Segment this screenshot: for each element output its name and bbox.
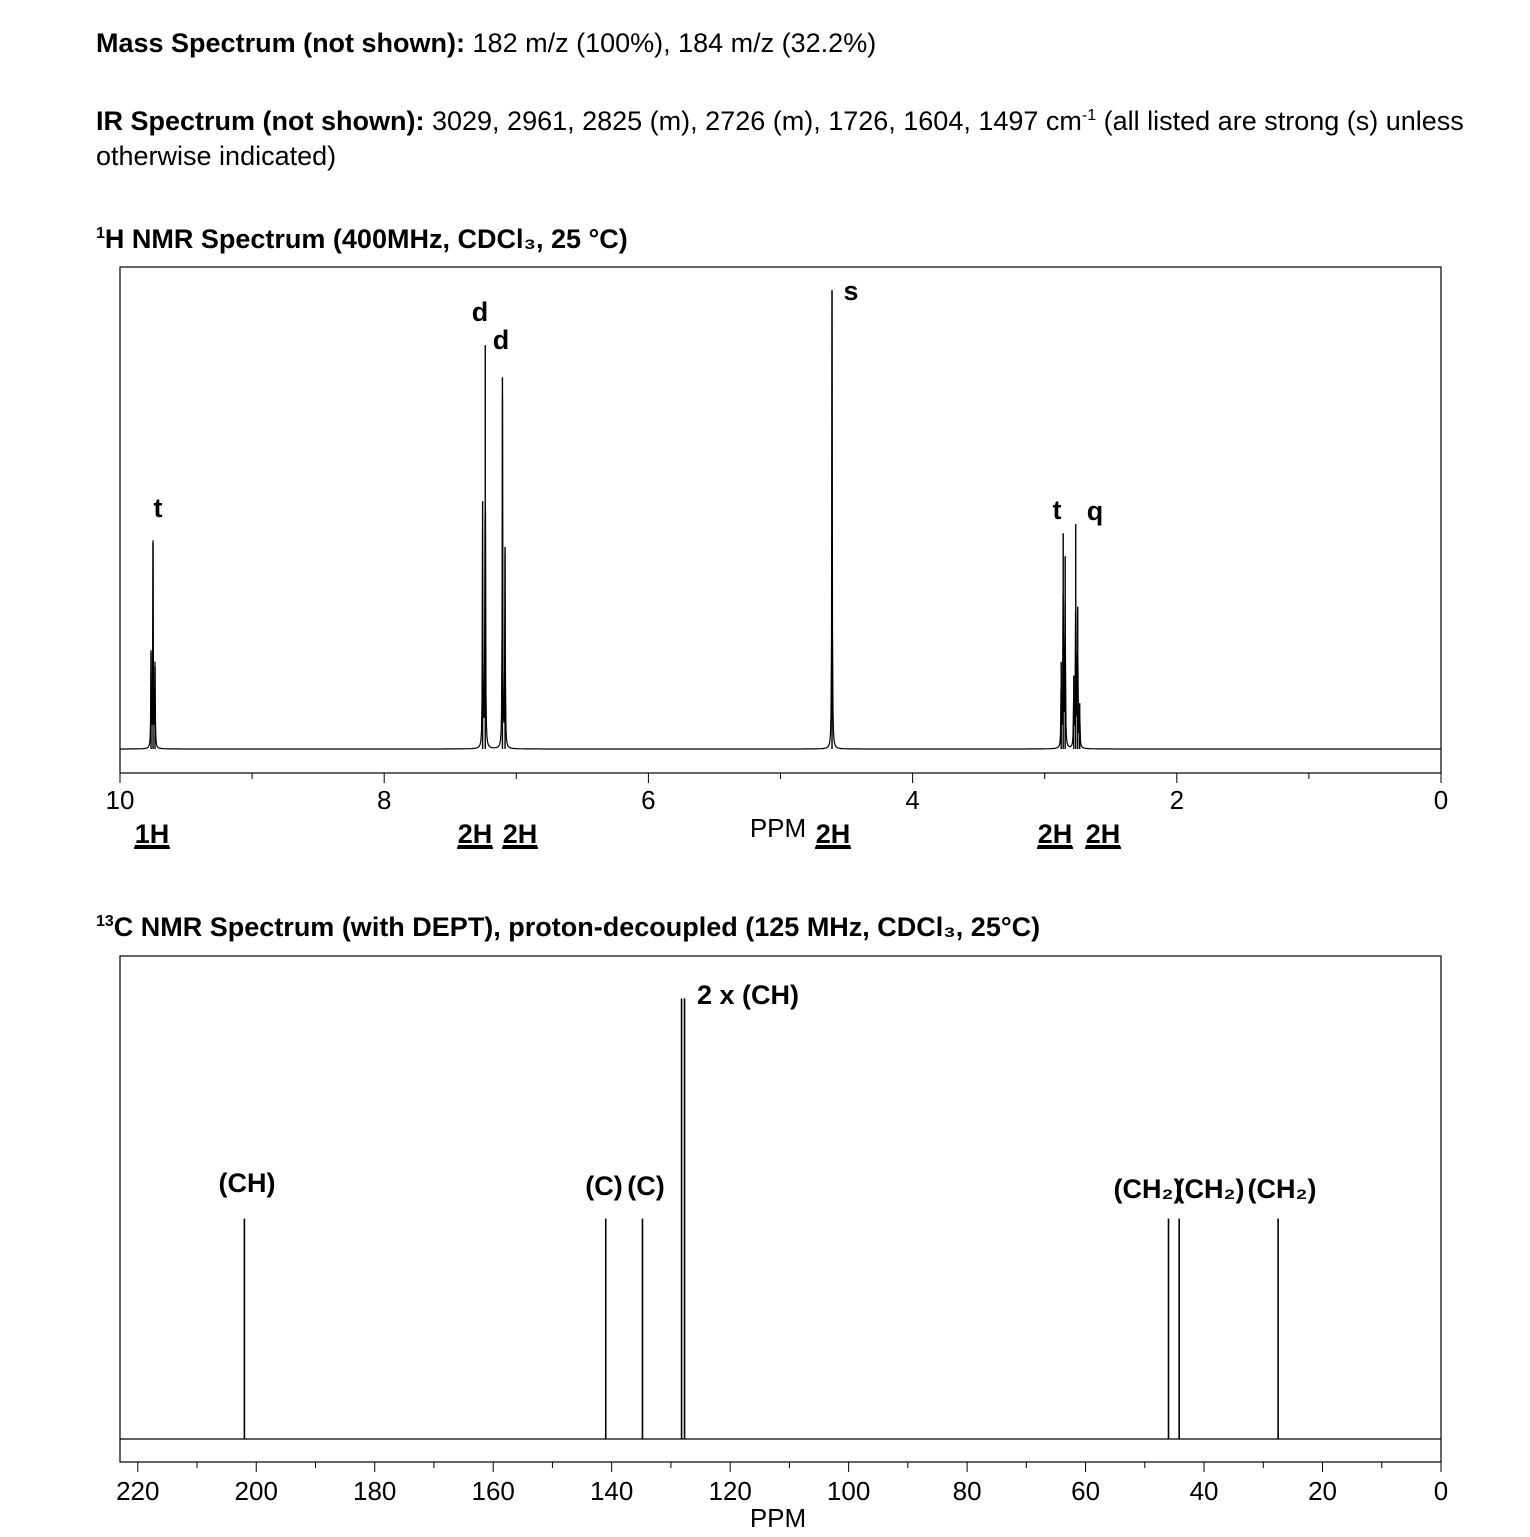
h-nmr-multiplicity-label: q [1086, 496, 1104, 526]
ir-spectrum-note: (all listed are strong (s) unless otherwise indicated) [96, 106, 1464, 172]
c-nmr-dept-label: (CH₂) [1175, 1174, 1245, 1204]
c-nmr-dept-label: (CH) [218, 1168, 276, 1198]
c-nmr-tick-label: 80 [952, 1476, 982, 1506]
h-nmr-multiplicity-label: s [843, 276, 859, 306]
h-nmr-integration-label: 2H [815, 819, 851, 849]
c-nmr-tick-label: 0 [1433, 1476, 1449, 1506]
h-nmr-integration-label: 2H [502, 819, 538, 849]
c-nmr-dept-label: (CH₂) [1113, 1174, 1183, 1204]
h-nmr-tick-label: 6 [641, 785, 656, 815]
c-nmr-tick-label: 180 [353, 1476, 397, 1506]
h-nmr-tick-label: 0 [1433, 785, 1449, 815]
h-nmr-multiplicity-label: t [153, 493, 163, 523]
h-nmr-tick-label: 8 [376, 785, 392, 815]
h-nmr-title-isotope: 1 [96, 225, 105, 242]
h-nmr-multiplicity-label: t [1052, 495, 1062, 525]
h-nmr-integration-label: 2H [457, 819, 493, 849]
c-nmr-axis-label: PPM [749, 1503, 807, 1533]
c-nmr-tick-label: 120 [708, 1476, 752, 1506]
c-nmr-tick-label: 20 [1308, 1476, 1337, 1506]
c-nmr-tick-label: 160 [471, 1476, 515, 1506]
h-nmr-tick-label: 10 [105, 785, 135, 815]
h-nmr-axis-label: PPM [749, 813, 807, 843]
c-nmr-dept-label: (C) [627, 1171, 665, 1201]
c-nmr-title-text: C NMR Spectrum (with DEPT), proton-decoupled (125 MHz, CDCl₃, 25°C) [113, 912, 1041, 942]
c-nmr-tick-label: 140 [589, 1476, 634, 1506]
c-nmr-dept-label: (C) [585, 1171, 623, 1201]
c-nmr-tick-label: 220 [116, 1476, 160, 1506]
c-nmr-tick-label: 40 [1189, 1476, 1219, 1506]
h-nmr-integration-label: 1H [134, 819, 170, 849]
mass-spectrum-value: 182 m/z (100%), 184 m/z (32.2%) [465, 28, 877, 58]
c-nmr-frame [120, 956, 1441, 1462]
ir-unit-superscript: -1 [1081, 107, 1097, 124]
h-nmr-integration-label: 2H [1085, 819, 1121, 849]
mass-spectrum-label: Mass Spectrum (not shown): [96, 28, 466, 58]
c-nmr-dept-label: (CH₂) [1247, 1174, 1317, 1204]
ir-spectrum-label: IR Spectrum (not shown): [96, 106, 425, 136]
c-nmr-tick-label: 200 [234, 1476, 278, 1506]
h-nmr-title-text: H NMR Spectrum (400MHz, CDCl₃, 25 °C) [104, 224, 628, 254]
h-nmr-tick-label: 2 [1169, 785, 1185, 815]
c-nmr-tick-label: 100 [826, 1476, 871, 1506]
c-nmr-dept-label: 2 x (CH) [696, 980, 800, 1010]
c-nmr-title-isotope: 13 [96, 913, 114, 930]
h-nmr-multiplicity-label: d [471, 297, 489, 327]
c-nmr-tick-label: 60 [1071, 1476, 1101, 1506]
h-nmr-tick-label: 4 [905, 785, 920, 815]
h-nmr-integration-label: 2H [1037, 819, 1073, 849]
ir-spectrum-value: 3029, 2961, 2825 (m), 2726 (m), 1726, 1604, 1497 cm [424, 106, 1082, 136]
h-nmr-spectrum-trace [120, 292, 1441, 749]
h-nmr-frame [120, 267, 1441, 773]
h-nmr-multiplicity-label: d [492, 325, 510, 355]
